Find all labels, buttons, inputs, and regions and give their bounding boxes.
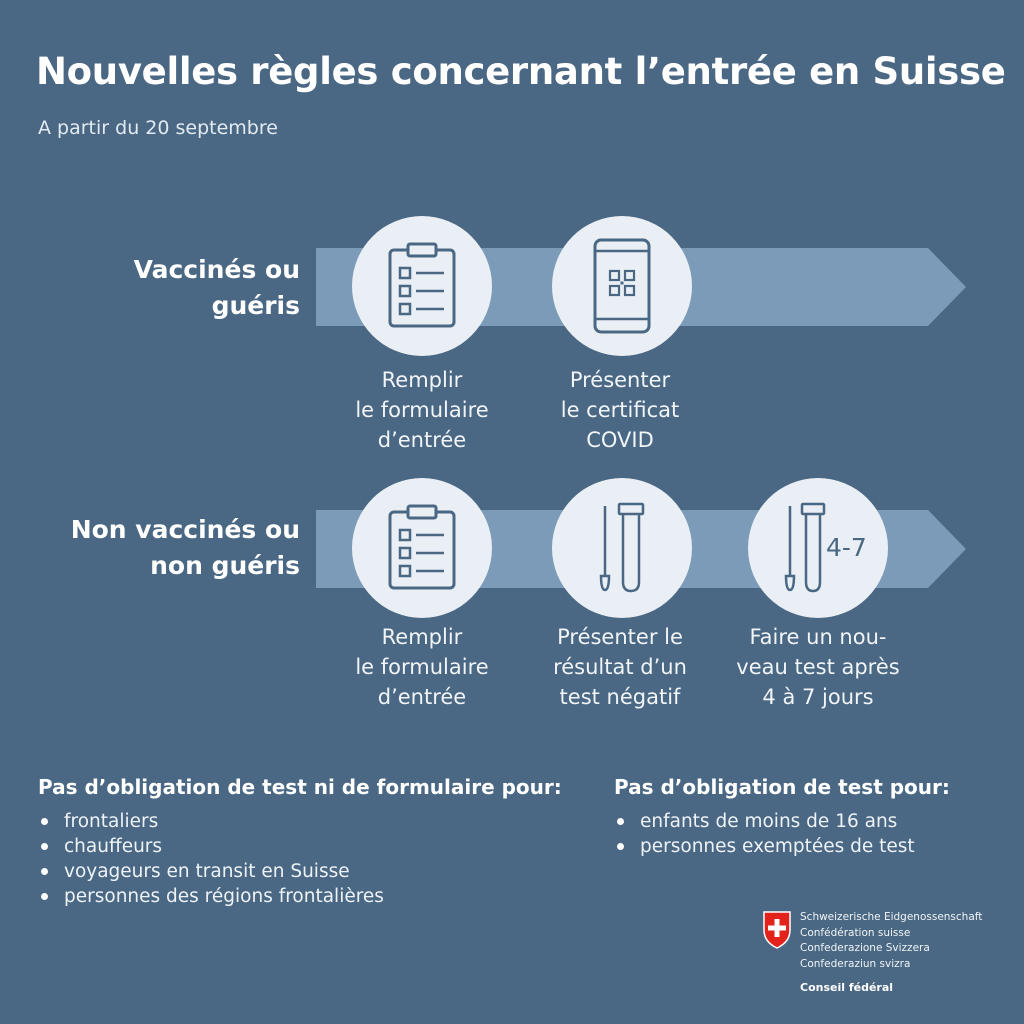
row-unvaccinated-label: [71, 512, 300, 584]
phone-qr-code-icon: [592, 237, 652, 335]
page-title: Nouvelles règles concernant l’entrée en Suisse: [36, 50, 1006, 93]
confederation-name: Confederaziun svizra: [800, 957, 911, 970]
list-item: chauffeurs: [38, 834, 562, 859]
step-caption-certificate: [520, 365, 720, 455]
caption-line: Faire un nou-: [749, 625, 887, 649]
exemptions-test-only: [614, 775, 950, 859]
caption-line: d’entrée: [377, 428, 467, 452]
section-heading: Pas d’obligation de test pour:: [614, 775, 950, 799]
caption-line: COVID: [586, 428, 654, 452]
swiss-coat-of-arms-icon: [760, 910, 800, 950]
row-label-line: Vaccinés ou: [133, 255, 300, 284]
test-tube-swab-icon: [597, 502, 647, 594]
retest-days-badge: 4-7: [826, 533, 867, 562]
step-caption-form: [322, 365, 522, 455]
row-label-line: guéris: [211, 291, 300, 320]
federal-council-label: Conseil fédéral: [800, 981, 894, 994]
step-caption-retest: [718, 622, 918, 712]
step-circle-retest: [748, 478, 888, 618]
list-item: enfants de moins de 16 ans: [614, 809, 950, 834]
list-item: personnes exemptées de test: [614, 834, 950, 859]
caption-line: 4 à 7 jours: [762, 685, 874, 709]
row-vaccinated-label: [134, 252, 300, 324]
clipboard-icon: [386, 504, 458, 592]
confederation-name: Confédération suisse: [800, 926, 911, 939]
caption-line: le certificat: [560, 398, 680, 422]
confederation-name: Schweizerische Eidgenossenschaft: [800, 911, 983, 923]
step-circle-certificate: [552, 216, 692, 356]
caption-line: résultat d’un: [553, 655, 687, 679]
caption-line: le formulaire: [355, 398, 489, 422]
row-label-line: Non vaccinés ou: [70, 515, 300, 544]
exemption-list: [614, 809, 950, 859]
step-circle-form: [352, 478, 492, 618]
confederation-name: Confederazione Svizzera: [800, 942, 930, 954]
page-subtitle: A partir du 20 septembre: [38, 117, 278, 139]
exemptions-test-and-form: [38, 775, 562, 909]
step-caption-form: [322, 622, 522, 712]
caption-line: d’entrée: [377, 685, 467, 709]
section-heading: Pas d’obligation de test ni de formulaire pour:: [38, 775, 562, 799]
caption-line: test négatif: [559, 685, 681, 709]
step-circle-negative-test: [552, 478, 692, 618]
step-circle-form: [352, 216, 492, 356]
clipboard-icon: [386, 242, 458, 330]
caption-line: Remplir: [381, 368, 463, 392]
caption-line: Présenter le: [557, 625, 683, 649]
step-caption-negative-test: [520, 622, 720, 712]
confederation-names: [800, 910, 982, 972]
list-item: voyageurs en transit en Suisse: [38, 859, 562, 884]
list-item: personnes des régions frontalières: [38, 884, 562, 909]
caption-line: Remplir: [381, 625, 463, 649]
list-item: frontaliers: [38, 809, 562, 834]
caption-line: le formulaire: [355, 655, 489, 679]
exemption-list: [38, 809, 562, 909]
caption-line: Présenter: [569, 368, 671, 392]
row-label-line: non guéris: [150, 551, 300, 580]
test-tube-swab-icon: [748, 478, 888, 618]
caption-line: veau test après: [736, 655, 900, 679]
